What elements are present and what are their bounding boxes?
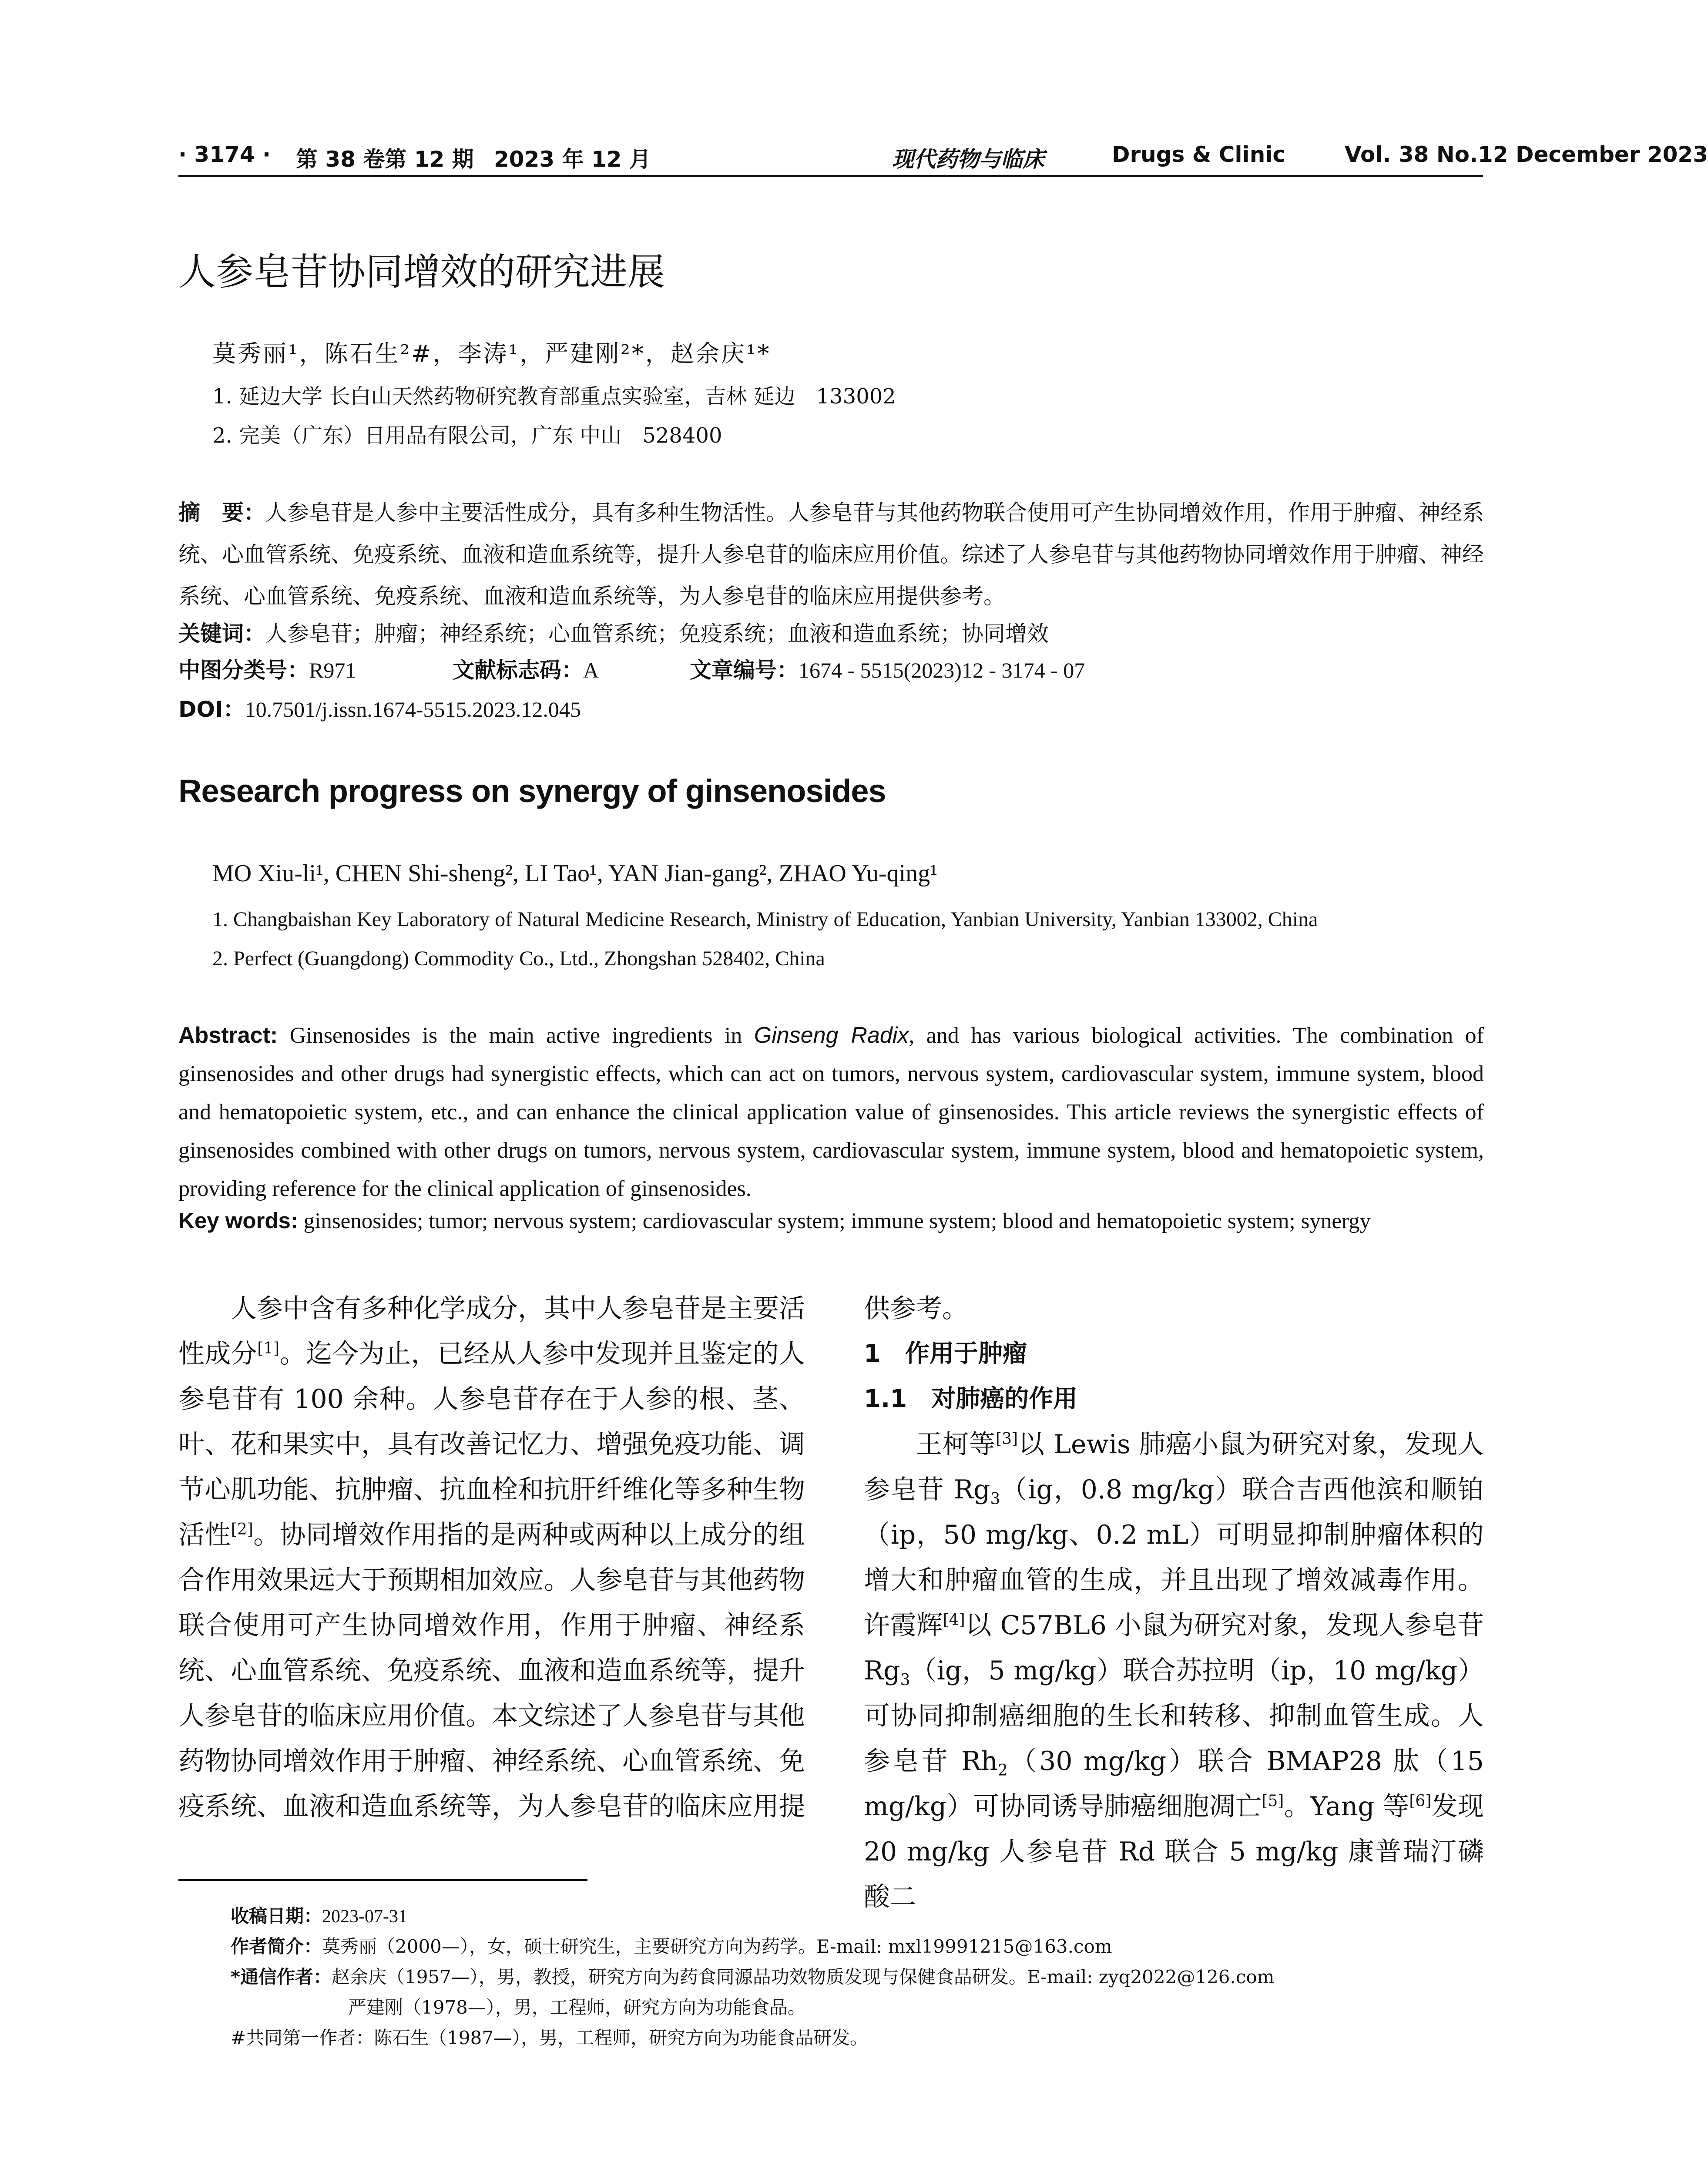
citation-6: [6] [1409, 1792, 1432, 1810]
citation-4: [4] [943, 1611, 965, 1629]
clc-value: R971 [309, 658, 356, 682]
article-meta [178, 653, 1484, 692]
citation-1: [1] [257, 1340, 280, 1357]
authors-en: MO Xiu-li¹, CHEN Shi-sheng², LI Tao¹, YAN Jian-gang², ZHAO Yu-qing¹ [212, 860, 938, 887]
running-header [178, 138, 1708, 173]
volume-en: Vol. 38 No.12 December 2023 [1345, 142, 1708, 167]
volume-cn: 第 38 卷第 12 期 [296, 147, 474, 172]
page-number: · 3174 · [178, 142, 271, 167]
keywords-cn-label: 关键词： [178, 621, 265, 646]
keywords-cn [178, 613, 1484, 655]
section-heading-1: 1 作用于肿瘤 [864, 1340, 1027, 1368]
affiliation-en-2: 2. Perfect (Guangdong) Commodity Co., Ltd., Zhongshan 528402, China [212, 947, 825, 970]
journal-en: Drugs & Clinic [1112, 142, 1286, 167]
keywords-en [178, 1208, 1371, 1234]
intro-continuation: 供参考。 [864, 1293, 968, 1324]
abstract-en-text-1: Ginsenosides is the main active ingredients in [278, 1023, 754, 1048]
keywords-en-text: ginsenosides; tumor; nervous system; cardiovascular system; immune system; blood and hematopoietic system; synergy [298, 1209, 1371, 1233]
footnote-corresponding-2: 严建刚（1978—），男，工程师，研究方向为功能食品。 [348, 1997, 806, 2018]
abstract-en-italic: Ginseng Radix [754, 1023, 909, 1048]
footnote-cofirst: #共同第一作者：陈石生（1987—），男，工程师，研究方向为功能食品研发。 [231, 2027, 869, 2048]
footnote-corresponding: *通信作者：赵余庆（1957—），男，教授，研究方向为药食同源品功效物质发现与保健食品研发。E-mail: zyq2022@126.com [231, 1966, 1275, 1988]
date-cn: 2023 年 12 月 [494, 147, 651, 172]
citation-2: [2] [231, 1521, 253, 1538]
citation-3: [3] [996, 1430, 1018, 1448]
body-column-right [864, 1286, 1484, 1920]
abstract-en-text-2: , and has various biological activities. The combination of ginsenosides and other drugs had synergistic effects, which can act on tumors, nervous system, cardiovascular system, immune system, blood and hematopoietic system, etc., and can enhance the clinical application value of ginsenosides. This article reviews the synergistic effects of ginsenosides combined with other drugs on tumors, nervous system, cardiovascular system, immune system, blood and hematopoietic system, providing reference for the clinical application of ginsenosides. [178, 1023, 1484, 1201]
affiliation-cn-1: 1. 延边大学 长白山天然药物研究教育部重点实验室，吉林 延边 133002 [212, 384, 896, 409]
title-en: Research progress on synergy of ginsenosides [178, 773, 886, 809]
clc-label: 中图分类号： [178, 658, 309, 683]
body-column-left [178, 1286, 805, 1829]
header-rule [178, 175, 1483, 177]
journal-cn: 现代药物与临床 [892, 147, 1044, 171]
authors-cn: 莫秀丽¹，陈石生²#，李涛¹，严建刚²*，赵余庆¹* [212, 340, 771, 367]
footnote-received: 收稿日期：2023-07-31 [231, 1905, 407, 1927]
doi [178, 692, 581, 723]
footnote-rule [178, 1879, 587, 1881]
abstract-cn-label: 摘 要： [178, 500, 265, 525]
doi-value: 10.7501/j.issn.1674-5515.2023.12.045 [245, 697, 581, 722]
doc-code-value: A [583, 658, 599, 682]
abstract-en-label: Abstract: [178, 1023, 278, 1048]
abstract-cn-text: 人参皂苷是人参中主要活性成分，具有多种生物活性。人参皂苷与其他药物联合使用可产生协同增效作用，作用于肿瘤、神经系统、心血管系统、免疫系统、血液和造血系统等，提升人参皂苷的临床应用价值。综述了人参皂苷与其他药物协同增效作用于肿瘤、神经系统、心血管系统、免疫系统、血液和造血系统等，为人参皂苷的临床应用提供参考。 [178, 500, 1484, 609]
abstract-cn [178, 492, 1484, 617]
intro-paragraph: 人参中含有多种化学成分，其中人参皂苷是主要活性成分[1]。迄今为止，已经从人参中发现并且鉴定的人参皂苷有 100 余种。人参皂苷存在于人参的根、茎、叶、花和果实中，具有改善记忆力、增强免疫功能、调节心肌功能、抗肿瘤、抗血栓和抗肝纤维化等多种生物活性[2]。协同增效作用指的是两种或两种以上成分的组合作用效果远大于预期相加效应。人参皂苷与其他药物联合使用可产生协同增效作用，作用于肿瘤、神经系统、心血管系统、免疫系统、血液和造血系统等，提升人参皂苷的临床应用价值。本文综述了人参皂苷与其他药物协同增效作用于肿瘤、神经系统、心血管系统、免疫系统、血液和造血系统等，为人参皂苷的临床应用提 [178, 1293, 805, 1822]
keywords-en-label: Key words: [178, 1208, 298, 1233]
lung-cancer-paragraph: 王柯等[3]以 Lewis 肺癌小鼠为研究对象，发现人参皂苷 $Rg_3(ig$，0.8 mg/kg）联合吉西他滨和顺铂（ip，50 mg/kg、0.2 mL）可明显抑制肿瘤体积的增大和肿瘤血管的生成，并且出现了增效减毒作用。许霞辉[4]以 C57BL6 小鼠为研究对象，发现人参皂苷 $Rg_3(ig$，5 mg/kg）联合苏拉明（ip，10 mg/kg）可协同抑制癌细胞的生长和转移、抑制血管生成。人参皂苷 $Rh_2(30$ mg/kg）联合 BMAP28 肽（15 mg/kg）可协同诱导肺癌细胞凋亡[5]。Yang 等[6]发现 20 mg/kg 人参皂苷 Rd 联合 5 mg/kg 康普瑞汀磷酸二 [864, 1429, 1484, 1912]
affiliation-en-1: 1. Changbaishan Key Laboratory of Natural Medicine Research, Ministry of Education, Yanbian University, Yanbian 133002, China [212, 908, 1318, 931]
footnote-author: 作者简介：莫秀丽（2000—），女，硕士研究生，主要研究方向为药学。E-mail: mxl19991215@163.com [231, 1936, 1112, 1957]
article-no-value: 1674 - 5515(2023)12 - 3174 - 07 [799, 658, 1085, 682]
doc-code-label: 文献标志码： [453, 658, 583, 683]
keywords-cn-text: 人参皂苷；肿瘤；神经系统；心血管系统；免疫系统；血液和造血系统；协同增效 [265, 621, 1049, 646]
citation-5: [5] [1262, 1792, 1284, 1810]
title-cn: 人参皂苷协同增效的研究进展 [178, 250, 665, 294]
abstract-en [178, 1016, 1484, 1208]
affiliation-cn-2: 2. 完美（广东）日用品有限公司，广东 中山 528400 [212, 423, 722, 448]
section-heading-1-1: 1.1 对肺癌的作用 [864, 1385, 1078, 1413]
article-no-label: 文章编号： [690, 658, 799, 683]
doi-label: DOI： [178, 697, 245, 722]
